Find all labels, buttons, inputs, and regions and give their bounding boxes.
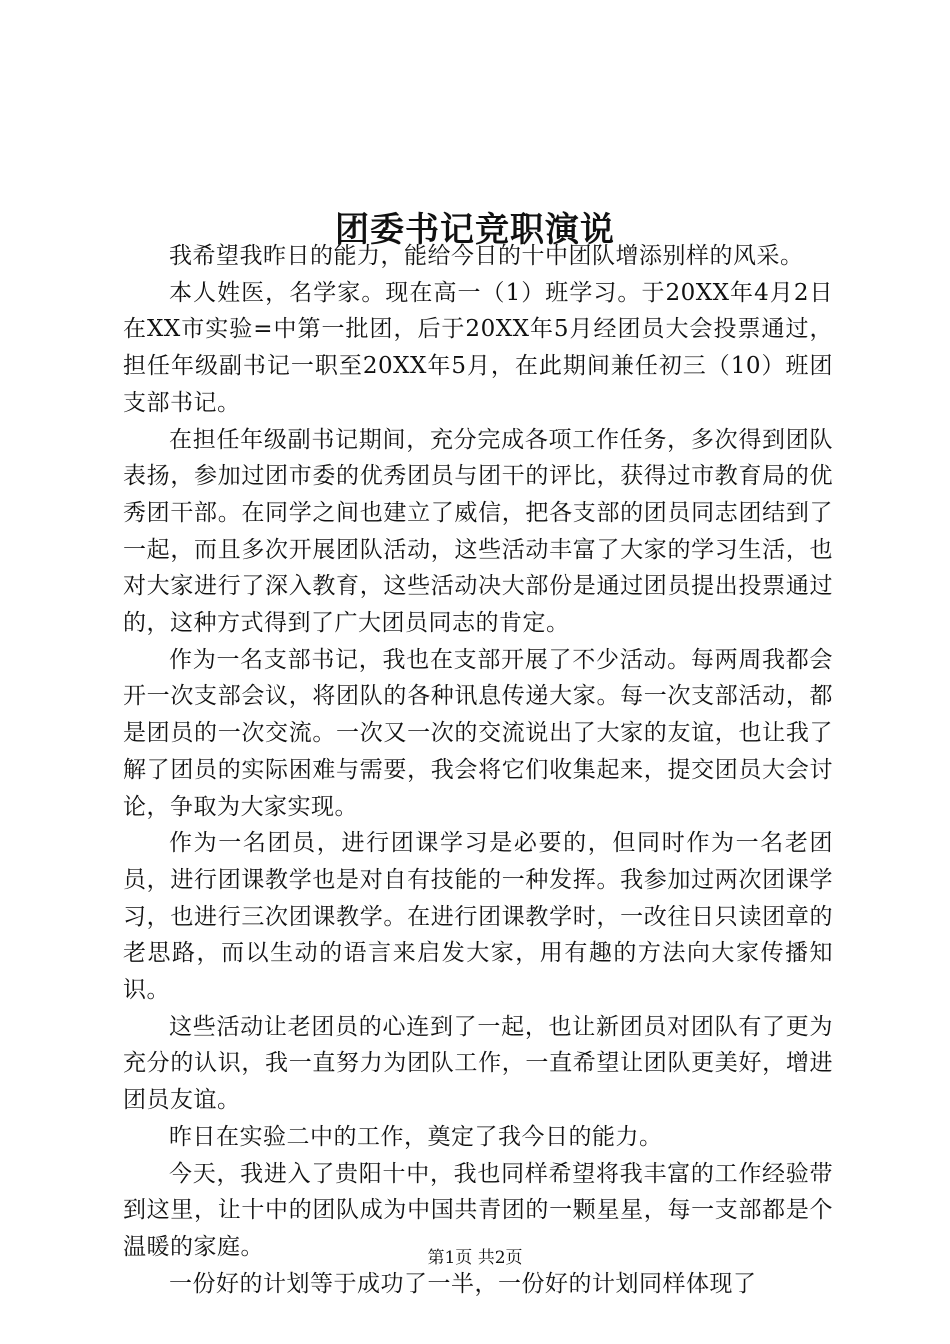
page-number-footer: 第1页 共2页 xyxy=(427,1248,523,1268)
paragraph: 我希望我昨日的能力，能给今日的十中团队增添别样的风采。 xyxy=(169,243,804,269)
paragraph: 一份好的计划等于成功了一半，一份好的计划同样体现了 xyxy=(169,1270,757,1297)
document-title: 团委书记竞职演说 xyxy=(335,209,615,250)
paragraph: 昨日在实验二中的工作，奠定了我今日的能力。 xyxy=(169,1123,663,1150)
paragraph: 作为一名团员，进行团课学习是必要的，但同时作为一名老团员，进行团课教学也是对自有技能的一种发挥。我参加过两次团课学习，也进行三次团课教学。在进行团课教学时，一改往日只读团章的老思路，而以生动的语言来启发大家，用有趣的方法向大家传播知识。 xyxy=(123,830,833,1004)
document-body xyxy=(123,238,833,1302)
paragraph: 作为一名支部书记，我也在支部开展了不少活动。每两周我都会开一次支部会议，将团队的各种讯息传递大家。每一次支部活动，都是团员的一次交流。一次又一次的交流说出了大家的友谊，也让我了解了团员的实际困难与需要，我会将它们收集起来，提交团员大会讨论，争取为大家实现。 xyxy=(123,646,833,820)
paragraph: 在担任年级副书记期间，充分完成各项工作任务，多次得到团队表扬，参加过团市委的优秀团员与团干的评比，获得过市教育局的优秀团干部。在同学之间也建立了威信，把各支部的团员同志团结到了一起，而且多次开展团队活动，这些活动丰富了大家的学习生活，也对大家进行了深入教育，这些活动决大部份是通过团员提出投票通过的，这种方式得到了广大团员同志的肯定。 xyxy=(123,426,833,637)
paragraph: 本人姓医，名学家。现在高一（1）班学习。于20XX年4月2日在XX市实验=中第一批团，后于20XX年5月经团员大会投票通过，担任年级副书记一职至20XX年5月，在此期间兼任初三（10）班团支部书记。 xyxy=(123,279,833,416)
paragraph: 今天，我进入了贵阳十中，我也同样希望将我丰富的工作经验带到这里，让十中的团队成为中国共青团的一颗星星，每一支部都是个温暖的家庭。 xyxy=(123,1160,833,1260)
paragraph: 这些活动让老团员的心连到了一起，也让新团员对团队有了更为充分的认识，我一直努力为团队工作，一直希望让团队更美好，增进团员友谊。 xyxy=(123,1013,833,1114)
